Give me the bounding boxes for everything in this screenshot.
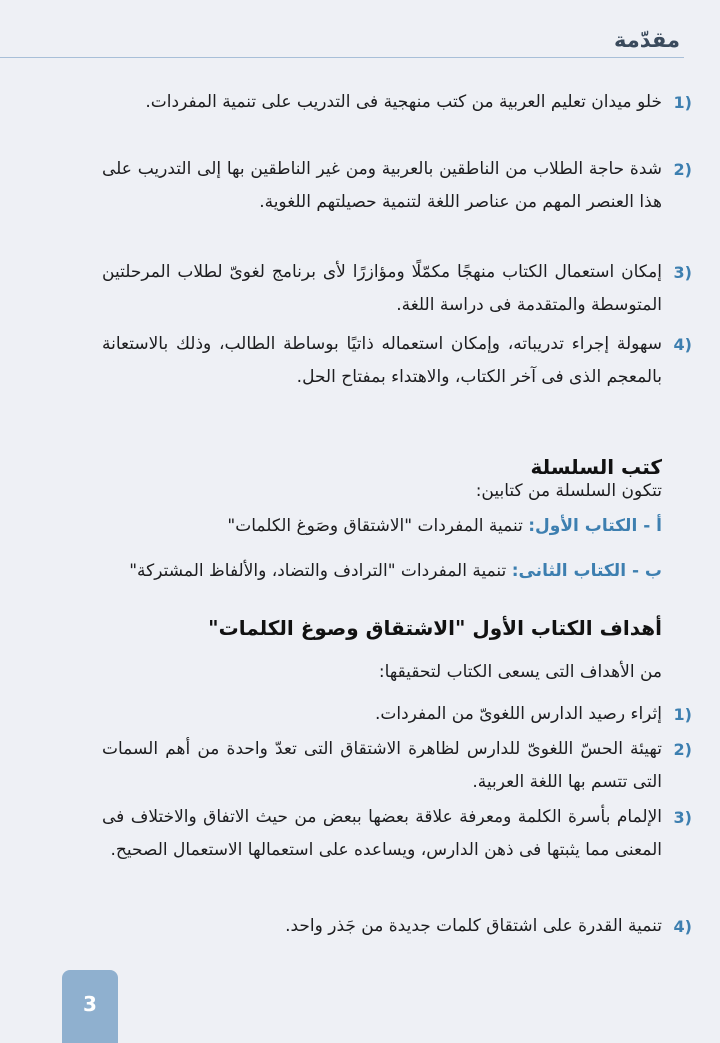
book-label: أ - الكتاب الأول:	[528, 516, 662, 536]
list-number: 1)	[673, 705, 692, 724]
list-item	[102, 910, 692, 943]
book-label: ب - الكتاب الثانى:	[511, 561, 662, 581]
list-item	[102, 328, 692, 394]
list-number: 4)	[673, 917, 692, 936]
book-title: تنمية المفردات "الاشتقاق وصَوغ الكلمات"	[227, 516, 523, 536]
book-title: تنمية المفردات "الترادف والتضاد، والألفاظ المشتركة"	[129, 561, 507, 581]
list-item	[102, 153, 692, 219]
page-number: 3	[62, 970, 118, 1043]
list-number: 4)	[673, 335, 692, 354]
list-text: سهولة إجراء تدريباته، وإمكان استعماله ذاتيًا بوساطة الطالب، وذلك بالاستعانة بالمعجم الذى فى آخر الكتاب، والاهتداء بمفتاح الحل.	[102, 334, 662, 387]
list-number: 1)	[673, 93, 692, 112]
chapter-title: مقدّمة	[614, 28, 680, 52]
list-item	[102, 801, 692, 867]
list-text: تنمية القدرة على اشتقاق كلمات جديدة من جَذر واحد.	[285, 916, 662, 936]
section-heading-goals: أهداف الكتاب الأول "الاشتقاق وصوغ الكلمات"	[208, 616, 662, 640]
list-number: 2)	[673, 160, 692, 179]
list-number: 3)	[673, 263, 692, 282]
list-item	[102, 86, 692, 119]
list-text: تهيئة الحسّ اللغوىّ للدارس لظاهرة الاشتقاق التى تعدّ واحدة من أهم السمات التى تتسم بها اللغة العربية.	[102, 739, 662, 792]
book-entry	[22, 511, 662, 541]
header-divider	[0, 57, 684, 58]
goals-intro: من الأهداف التى يسعى الكتاب لتحقيقها:	[378, 662, 662, 682]
list-text: إمكان استعمال الكتاب منهجًا مكمّلًا ومؤازرًا لأى برنامج لغوىّ لطلاب المرحلتين المتوسطة والمتقدمة فى دراسة اللغة.	[102, 262, 662, 315]
list-text: خلو ميدان تعليم العربية من كتب منهجية فى التدريب على تنمية المفردات.	[145, 92, 662, 112]
list-text: الإلمام بأسرة الكلمة ومعرفة علاقة بعضها ببعض من حيث الاتفاق والاختلاف فى المعنى مما يثبتها فى ذهن الدارس، ويساعده على استعمالها الاستعمال الصحيح.	[102, 807, 662, 860]
list-number: 3)	[673, 808, 692, 827]
book-entry	[22, 556, 662, 586]
list-item	[102, 733, 692, 799]
list-text: إثراء رصيد الدارس اللغوىّ من المفردات.	[374, 704, 662, 724]
list-item	[102, 698, 692, 731]
list-number: 2)	[673, 740, 692, 759]
list-item	[102, 256, 692, 322]
list-text: شدة حاجة الطلاب من الناطقين بالعربية ومن غير الناطقين بها إلى التدريب على هذا العنصر المهم من عناصر اللغة لتنمية حصيلتهم اللغوية.	[102, 159, 662, 212]
series-intro: تتكون السلسلة من كتابين:	[475, 481, 662, 501]
section-heading-series: كتب السلسلة	[530, 455, 662, 479]
